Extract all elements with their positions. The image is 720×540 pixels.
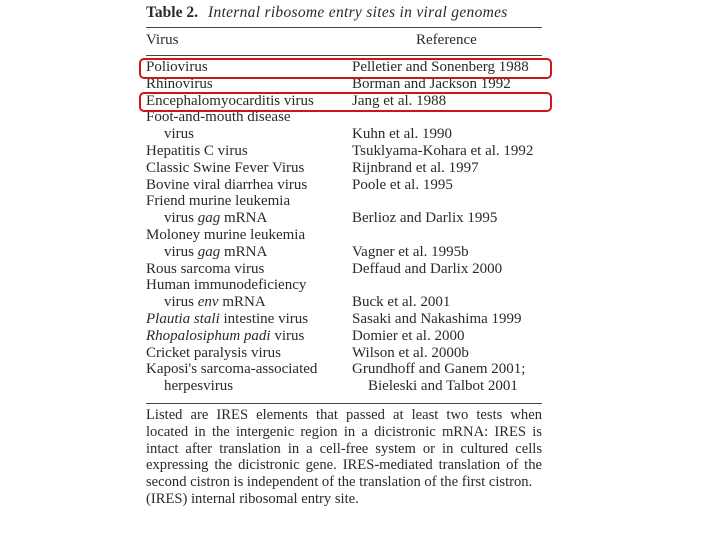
virus-text: virus [164,294,198,311]
virus-cell [164,210,267,227]
virus-text: intestine virus [219,310,309,327]
reference-cell: Poole et al. 1995 [352,176,453,193]
virus-text: gag [197,210,221,227]
table-caption: Internal ribosome entry sites in viral genomes [207,4,508,21]
reference-cell: Jang et al. 1988 [352,92,447,109]
header-rule [146,55,542,56]
table-row [146,328,542,345]
virus-text: Friend murine leukemia [146,193,291,210]
table-row [146,261,542,278]
virus-cell [146,277,306,294]
bottom-rule [146,403,542,404]
virus-text: Moloney murine leukemia [146,226,306,243]
virus-text: gag [197,243,221,260]
table-row [146,361,542,395]
reference-cell: Wilson et al. 2000b [352,344,469,361]
virus-text: virus [270,327,305,344]
virus-text: Foot-and-mouth disease [146,109,291,126]
virus-text: Bovine viral diarrhea virus [146,176,308,193]
virus-text: mRNA [218,294,266,311]
reference-cell: Kuhn et al. 1990 [352,126,452,143]
table-row-line [146,328,542,345]
virus-cell [146,227,305,244]
virus-text: Kaposi's sarcoma-associated [146,361,318,378]
virus-cell [146,345,281,362]
reference-cell: Sasaki and Nakashima 1999 [352,310,522,327]
footnote-abbreviation: (IRES) internal ribosomal entry site. [146,490,359,507]
table-row-line [146,126,542,143]
reference-cell: Grundhoff and Ganem 2001; [352,361,526,378]
virus-cell [146,311,308,328]
virus-text: Cricket paralysis virus [146,344,281,361]
virus-text: mRNA [220,210,268,227]
table-row-line [146,261,542,278]
virus-text: Plautia stali [146,310,220,327]
virus-text: Rhinovirus [146,75,213,92]
table-row [146,160,542,177]
table-row [146,109,542,143]
virus-cell [146,143,248,160]
table-row-line [146,160,542,177]
table-row [146,311,542,328]
virus-text: virus [164,210,198,227]
table-title [146,4,508,22]
footnote-text: Listed are IRES elements that passed at least two tests when located in the intergenic region in a dicistronic mRNA: IRES is intact after translation in a cell-free system or in cultured cells expressing the dicistronic gene. IRES-mediated translation of the second cistron is independent of the translation of the first cistron. [146,407,542,491]
virus-cell [146,177,307,194]
virus-text: herpesvirus [164,378,234,395]
table-row [146,143,542,160]
virus-text: Classic Swine Fever Virus [146,159,305,176]
reference-cell: Pelletier and Sonenberg 1988 [352,59,529,75]
table-row-line [146,227,542,244]
table-row [146,193,542,227]
table-row [146,227,542,261]
top-rule [146,27,542,28]
virus-text: Human immunodeficiency [146,277,307,294]
virus-cell [146,160,304,177]
virus-text: Rous sarcoma virus [146,260,265,277]
reference-cell: Buck et al. 2001 [352,294,451,311]
table-row-line [146,378,542,395]
virus-text: mRNA [220,243,268,260]
virus-text: virus [164,126,194,143]
virus-text: Hepatitis C virus [146,142,248,159]
table-row-line [146,193,542,210]
table-row-line [146,277,542,294]
table-row-line [146,210,542,227]
table-row-line [146,345,542,362]
table-row-line [146,177,542,194]
virus-text: virus [164,243,198,260]
reference-cell: Rijnbrand et al. 1997 [352,159,479,176]
reference-cell: Domier et al. 2000 [352,327,465,344]
virus-cell [146,328,304,345]
virus-cell [164,294,266,311]
virus-text: Encephalomyocarditis virus [146,92,314,109]
highlight-box-encephalomyocarditis [139,92,552,112]
reference-cell: Vagner et al. 1995b [352,243,469,260]
table-label: Table 2. [146,4,198,21]
reference-cell: Tsuklyama-Kohara et al. 1992 [352,142,534,159]
table-row [146,345,542,362]
reference-cell: Borman and Jackson 1992 [352,75,511,92]
virus-cell [164,244,267,261]
virus-text: Rhopalosiphum padi [146,327,271,344]
reference-cell: Bieleski and Talbot 2001 [368,378,518,395]
table-row-line [146,311,542,328]
header-reference: Reference [416,32,477,48]
highlight-box-poliovirus [139,58,552,79]
reference-cell: Berlioz and Darlix 1995 [352,210,498,227]
reference-cell: Deffaud and Darlix 2000 [352,260,503,277]
table-row-line [146,143,542,160]
table-footnote [146,407,542,508]
virus-cell [146,361,317,378]
table-row [146,277,542,311]
table-row-line [146,361,542,378]
virus-cell [146,193,290,210]
virus-text: env [197,294,219,311]
virus-cell [164,126,194,143]
virus-text: Poliovirus [146,59,208,75]
table-row-line [146,294,542,311]
table-row [146,177,542,194]
virus-cell [146,261,264,278]
table-row-line [146,244,542,261]
virus-cell [164,378,233,395]
header-virus: Virus [146,32,179,48]
